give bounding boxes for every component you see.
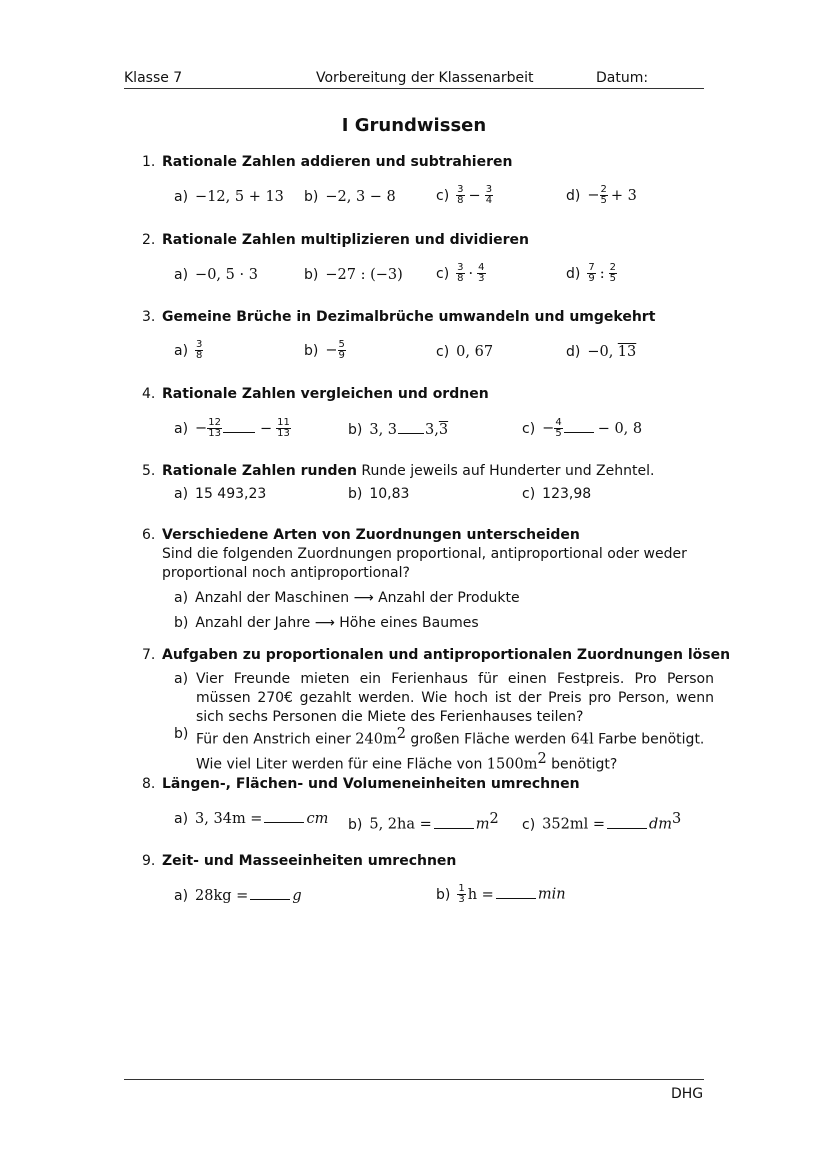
section-title: Rationale Zahlen addieren und subtrahieren bbox=[162, 154, 513, 170]
answer-blank bbox=[607, 818, 647, 829]
section-number: 5. bbox=[142, 463, 156, 479]
task-3d: d) −0, 13 bbox=[566, 344, 637, 360]
task-6b: b) Anzahl der Jahre ⟶ Höhe eines Baumes bbox=[174, 615, 479, 631]
section-title: Zeit- und Masseeinheiten umrechnen bbox=[162, 853, 457, 869]
section-title: Aufgaben zu proportionalen und antiproportionalen Zuordnungen lösen bbox=[162, 647, 731, 663]
section-title: Rationale Zahlen vergleichen und ordnen bbox=[162, 386, 489, 402]
header-title: Vorbereitung der Klassenarbeit bbox=[316, 70, 534, 86]
task-7a: a) Vier Freunde mieten ein Ferienhaus für einen Festpreis. Pro Person müssen 270€ gezahlt werden. Wie hoch ist der Preis pro Person, wenn sich sechs Personen die Miete des Ferienhauses teilen? bbox=[174, 671, 714, 725]
answer-blank bbox=[496, 888, 536, 899]
header-date: Datum: bbox=[596, 70, 649, 86]
section-number: 9. bbox=[142, 853, 156, 869]
task-2b: b) −27 : (−3) bbox=[304, 267, 403, 283]
task-1d: d) − $\frac{2}{5}$ + 3 bbox=[566, 184, 637, 206]
task-5c: c) 123,98 bbox=[522, 486, 592, 502]
task-1b: b) −2, 3 − 8 bbox=[304, 189, 396, 205]
task-8b: b) 5, $2ha = m^2$ bbox=[348, 811, 499, 833]
header-rule bbox=[124, 88, 704, 89]
header-class: Klasse 7 bbox=[124, 70, 183, 86]
section-title: Längen-, Flächen- und Volumeneinheiten umrechnen bbox=[162, 776, 580, 792]
section-number: 2. bbox=[142, 232, 156, 248]
task-6a: a) Anzahl der Maschinen ⟶ Anzahl der Produkte bbox=[174, 590, 520, 606]
section-title: Verschiedene Arten von Zuordnungen unterscheiden bbox=[162, 527, 580, 543]
task-1a: a) −12, 5 + 13 bbox=[174, 189, 284, 205]
section-number: 8. bbox=[142, 776, 156, 792]
answer-blank bbox=[223, 422, 255, 433]
task-4a: a) − $\frac{12}{13}$ − $\frac{11}{13}$ bbox=[174, 417, 290, 439]
task-3a: a) $\frac{3}{8}$ bbox=[174, 339, 203, 361]
task-2c: c) $\frac{3}{8}$ · $\frac{4}{3}$ bbox=[436, 262, 485, 284]
task-7b: b) Für den Anstrich einer $240m^2$ großen Fläche werden 64l Farbe benötigt. Wie viel Liter werden für eine Fläche von $1500m^2$ benötigt? bbox=[174, 726, 705, 773]
task-2a: a) −0, 5 · 3 bbox=[174, 267, 258, 283]
section-title: Gemeine Brüche in Dezimalbrüche umwandeln und umgekehrt bbox=[162, 309, 656, 325]
section-number: 6. bbox=[142, 527, 156, 543]
task-5b: b) 10,83 bbox=[348, 486, 410, 502]
section-title: Rationale Zahlen multiplizieren und dividieren bbox=[162, 232, 530, 248]
task-8a: a) 3, 34m = cm bbox=[174, 811, 329, 827]
answer-blank bbox=[264, 812, 304, 823]
footer-school: DHG bbox=[671, 1086, 704, 1102]
answer-blank bbox=[398, 423, 424, 434]
task-3b: b) − $\frac{5}{9}$ bbox=[304, 339, 345, 361]
task-3c: c) 0, 67 bbox=[436, 344, 494, 360]
answer-blank bbox=[250, 889, 290, 900]
task-8c: c) $352ml = dm^3$ bbox=[522, 811, 682, 833]
answer-blank bbox=[564, 422, 594, 433]
section-title: Rationale Zahlen runden Runde jeweils auf Hunderter und Zehntel. bbox=[162, 463, 655, 479]
task-2d: d) $\frac{7}{9}$ : $\frac{2}{5}$ bbox=[566, 262, 616, 284]
task-9b: b) $\frac{1}{3}$ h = min bbox=[436, 883, 566, 905]
task-9a: a) 28kg = g bbox=[174, 888, 302, 904]
section-number: 7. bbox=[142, 647, 156, 663]
task-4c: c) − $\frac{4}{5}$ − 0, 8 bbox=[522, 417, 643, 439]
answer-blank bbox=[434, 818, 474, 829]
task-1c: c) $\frac{3}{8}$ − $\frac{3}{4}$ bbox=[436, 184, 493, 206]
page-title: I Grundwissen bbox=[341, 115, 487, 136]
section-number: 3. bbox=[142, 309, 156, 325]
section-number: 4. bbox=[142, 386, 156, 402]
task-4b: b) 3, 3 3,3 bbox=[348, 422, 449, 438]
task-5a: a) 15 493,23 bbox=[174, 486, 267, 502]
section-number: 1. bbox=[142, 154, 156, 170]
section-description: Sind die folgenden Zuordnungen proportional, antiproportional oder weder proportional noch antiproportional? bbox=[162, 546, 687, 581]
footer-rule bbox=[124, 1079, 704, 1080]
